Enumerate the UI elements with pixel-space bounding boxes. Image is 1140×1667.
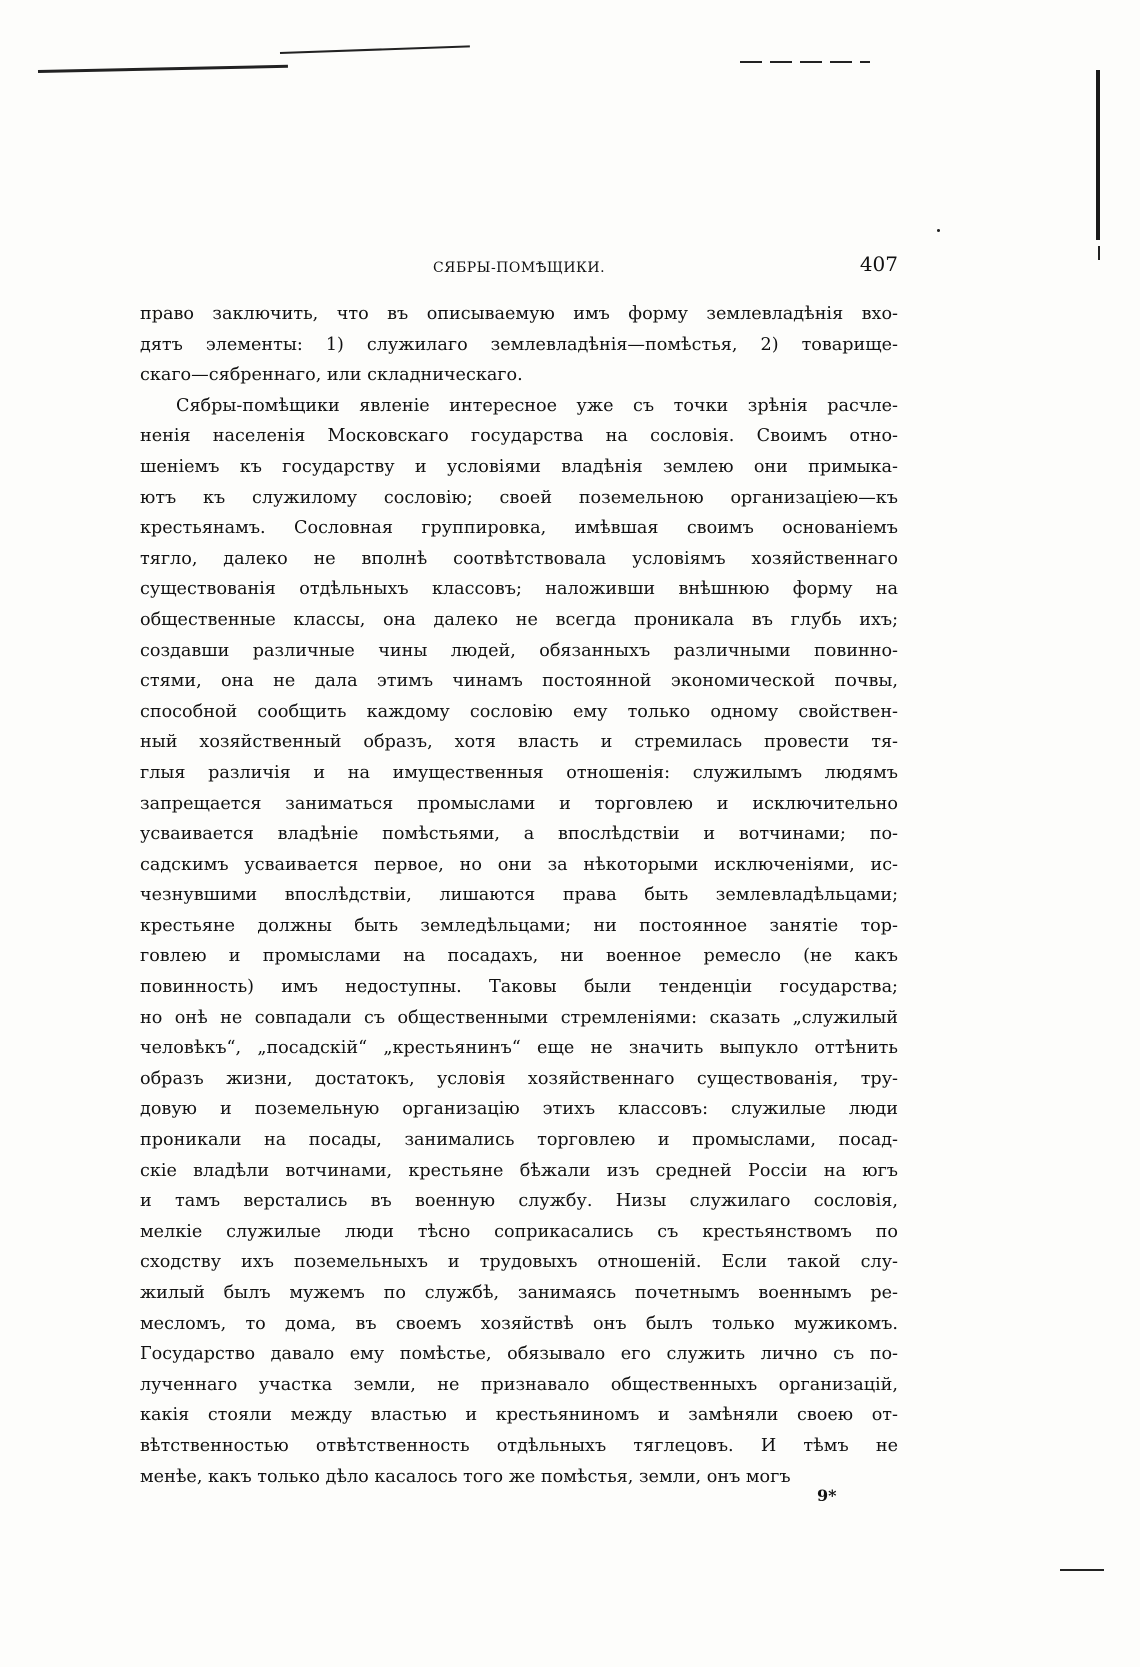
text-line: садскимъ усваивается первое, но они за нѣкоторыми исключеніями, ис-: [140, 854, 898, 875]
scan-speck: [937, 229, 940, 232]
text-line: создавши различные чины людей, обязанныхъ различными повинно-: [140, 640, 898, 661]
text-line: тягло, далеко не вполнѣ соотвѣтствовала условіямъ хозяйственнаго: [140, 548, 898, 569]
text-line: лученнаго участка земли, не признавало общественныхъ организацій,: [140, 1374, 898, 1395]
scan-artifact-rule: [280, 45, 470, 54]
page-number: 407: [859, 252, 898, 276]
scan-artifact-rule: [740, 61, 870, 63]
scan-artifact-rule: [38, 65, 288, 73]
text-line: мелкіе служилые люди тѣсно соприкасались съ крестьянствомъ по: [140, 1221, 898, 1242]
text-line: чезнувшими впослѣдствіи, лишаются права быть землевладѣльцами;: [140, 885, 898, 906]
text-line: стями, она не дала этимъ чинамъ постоянной экономической почвы,: [140, 671, 898, 692]
page-header: [140, 252, 898, 284]
text-line: общественные классы, она далеко не всегда проникала въ глубь ихъ;: [140, 609, 898, 630]
text-line: Сябры-помѣщики явленіе интересное уже съ точки зрѣнія расчле-: [176, 395, 898, 416]
text-line: довую и поземельную организацію этихъ классовъ: служилые люди: [140, 1099, 898, 1120]
text-line: существованія отдѣльныхъ классовъ; наложивши внѣшнюю форму на: [140, 579, 898, 600]
text-line: но онѣ не совпадали съ общественными стремленіями: сказать „служилый: [140, 1007, 898, 1028]
text-line: право заключить, что въ описываемую имъ форму землевладѣнія вхо-: [140, 304, 898, 324]
text-line: вѣтственностью отвѣтственность отдѣльныхъ тяглецовъ. И тѣмъ не: [140, 1435, 898, 1456]
text-line: месломъ, то дома, въ своемъ хозяйствѣ онъ былъ только мужикомъ.: [140, 1313, 898, 1334]
text-line: запрещается заниматься промыслами и торговлею и исключительно: [140, 793, 898, 814]
text-line: крестьяне должны быть земледѣльцами; ни постоянное занятіе тор-: [140, 915, 898, 936]
running-head: СЯБРЫ-ПОМѢЩИКИ.: [432, 260, 606, 276]
text-line: ный хозяйственный образъ, хотя власть и стремилась провести тя-: [140, 732, 898, 753]
text-line: человѣкъ“, „посадскій“ „крестьянинъ“ еще не значить выпукло оттѣнить: [140, 1038, 898, 1059]
text-line: крестьянамъ. Сословная группировка, имѣвшая своимъ основаніемъ: [140, 518, 898, 539]
scan-spine-edge: [1098, 246, 1100, 260]
text-line: Государство давало ему помѣстье, обязывало его служить лично съ по-: [140, 1344, 898, 1365]
text-line: ненія населенія Московскаго государства на сословія. Своимъ отно-: [140, 426, 898, 447]
text-line: повинность) имъ недоступны. Таковы были тенденціи государства;: [140, 977, 898, 998]
signature-mark: 9*: [817, 1486, 837, 1505]
text-line: дятъ элементы: 1) служилаго землевладѣнія—помѣстья, 2) товарище-: [140, 334, 898, 355]
paragraph: [140, 299, 898, 391]
text-line: шеніемъ къ государству и условіями владѣнія землею они примыка-: [140, 456, 898, 477]
scan-artifact-rule: [1060, 1569, 1104, 1571]
text-line: ютъ къ служилому сословію; своей поземельною организаціею—къ: [140, 487, 898, 508]
text-line: образъ жизни, достатокъ, условія хозяйственнаго существованія, тру-: [140, 1068, 898, 1089]
text-line: менѣе, какъ только дѣло касалось того же помѣстья, земли, онъ могъ: [140, 1466, 791, 1487]
paragraph: [140, 391, 898, 1492]
text-line: проникали на посады, занимались торговлею и промыслами, посад-: [140, 1130, 898, 1151]
text-line: говлею и промыслами на посадахъ, ни военное ремесло (не какъ: [140, 946, 898, 967]
text-line: и тамъ верстались въ военную службу. Низы служилаго сословія,: [140, 1191, 898, 1212]
text-line: способной сообщить каждому сословію ему только одному свойствен-: [140, 701, 898, 722]
text-line: усваивается владѣніе помѣстьями, а впослѣдствіи и вотчинами; по-: [140, 824, 898, 845]
text-line: скаго—сябреннаго, или складническаго.: [140, 365, 523, 386]
text-line: глыя различія и на имущественныя отношенія: служилымъ людямъ: [140, 762, 898, 783]
scan-spine-edge: [1096, 70, 1100, 240]
text-line: какія стояли между властью и крестьяниномъ и замѣняли своею от-: [140, 1405, 898, 1426]
text-line: сходству ихъ поземельныхъ и трудовыхъ отношеній. Если такой слу-: [140, 1252, 898, 1273]
text-line: скіе владѣли вотчинами, крестьяне бѣжали изъ средней Россіи на югъ: [140, 1160, 898, 1181]
text-line: жилый былъ мужемъ по службѣ, занимаясь почетнымъ военнымъ ре-: [140, 1283, 898, 1303]
body-text: [140, 299, 898, 1492]
